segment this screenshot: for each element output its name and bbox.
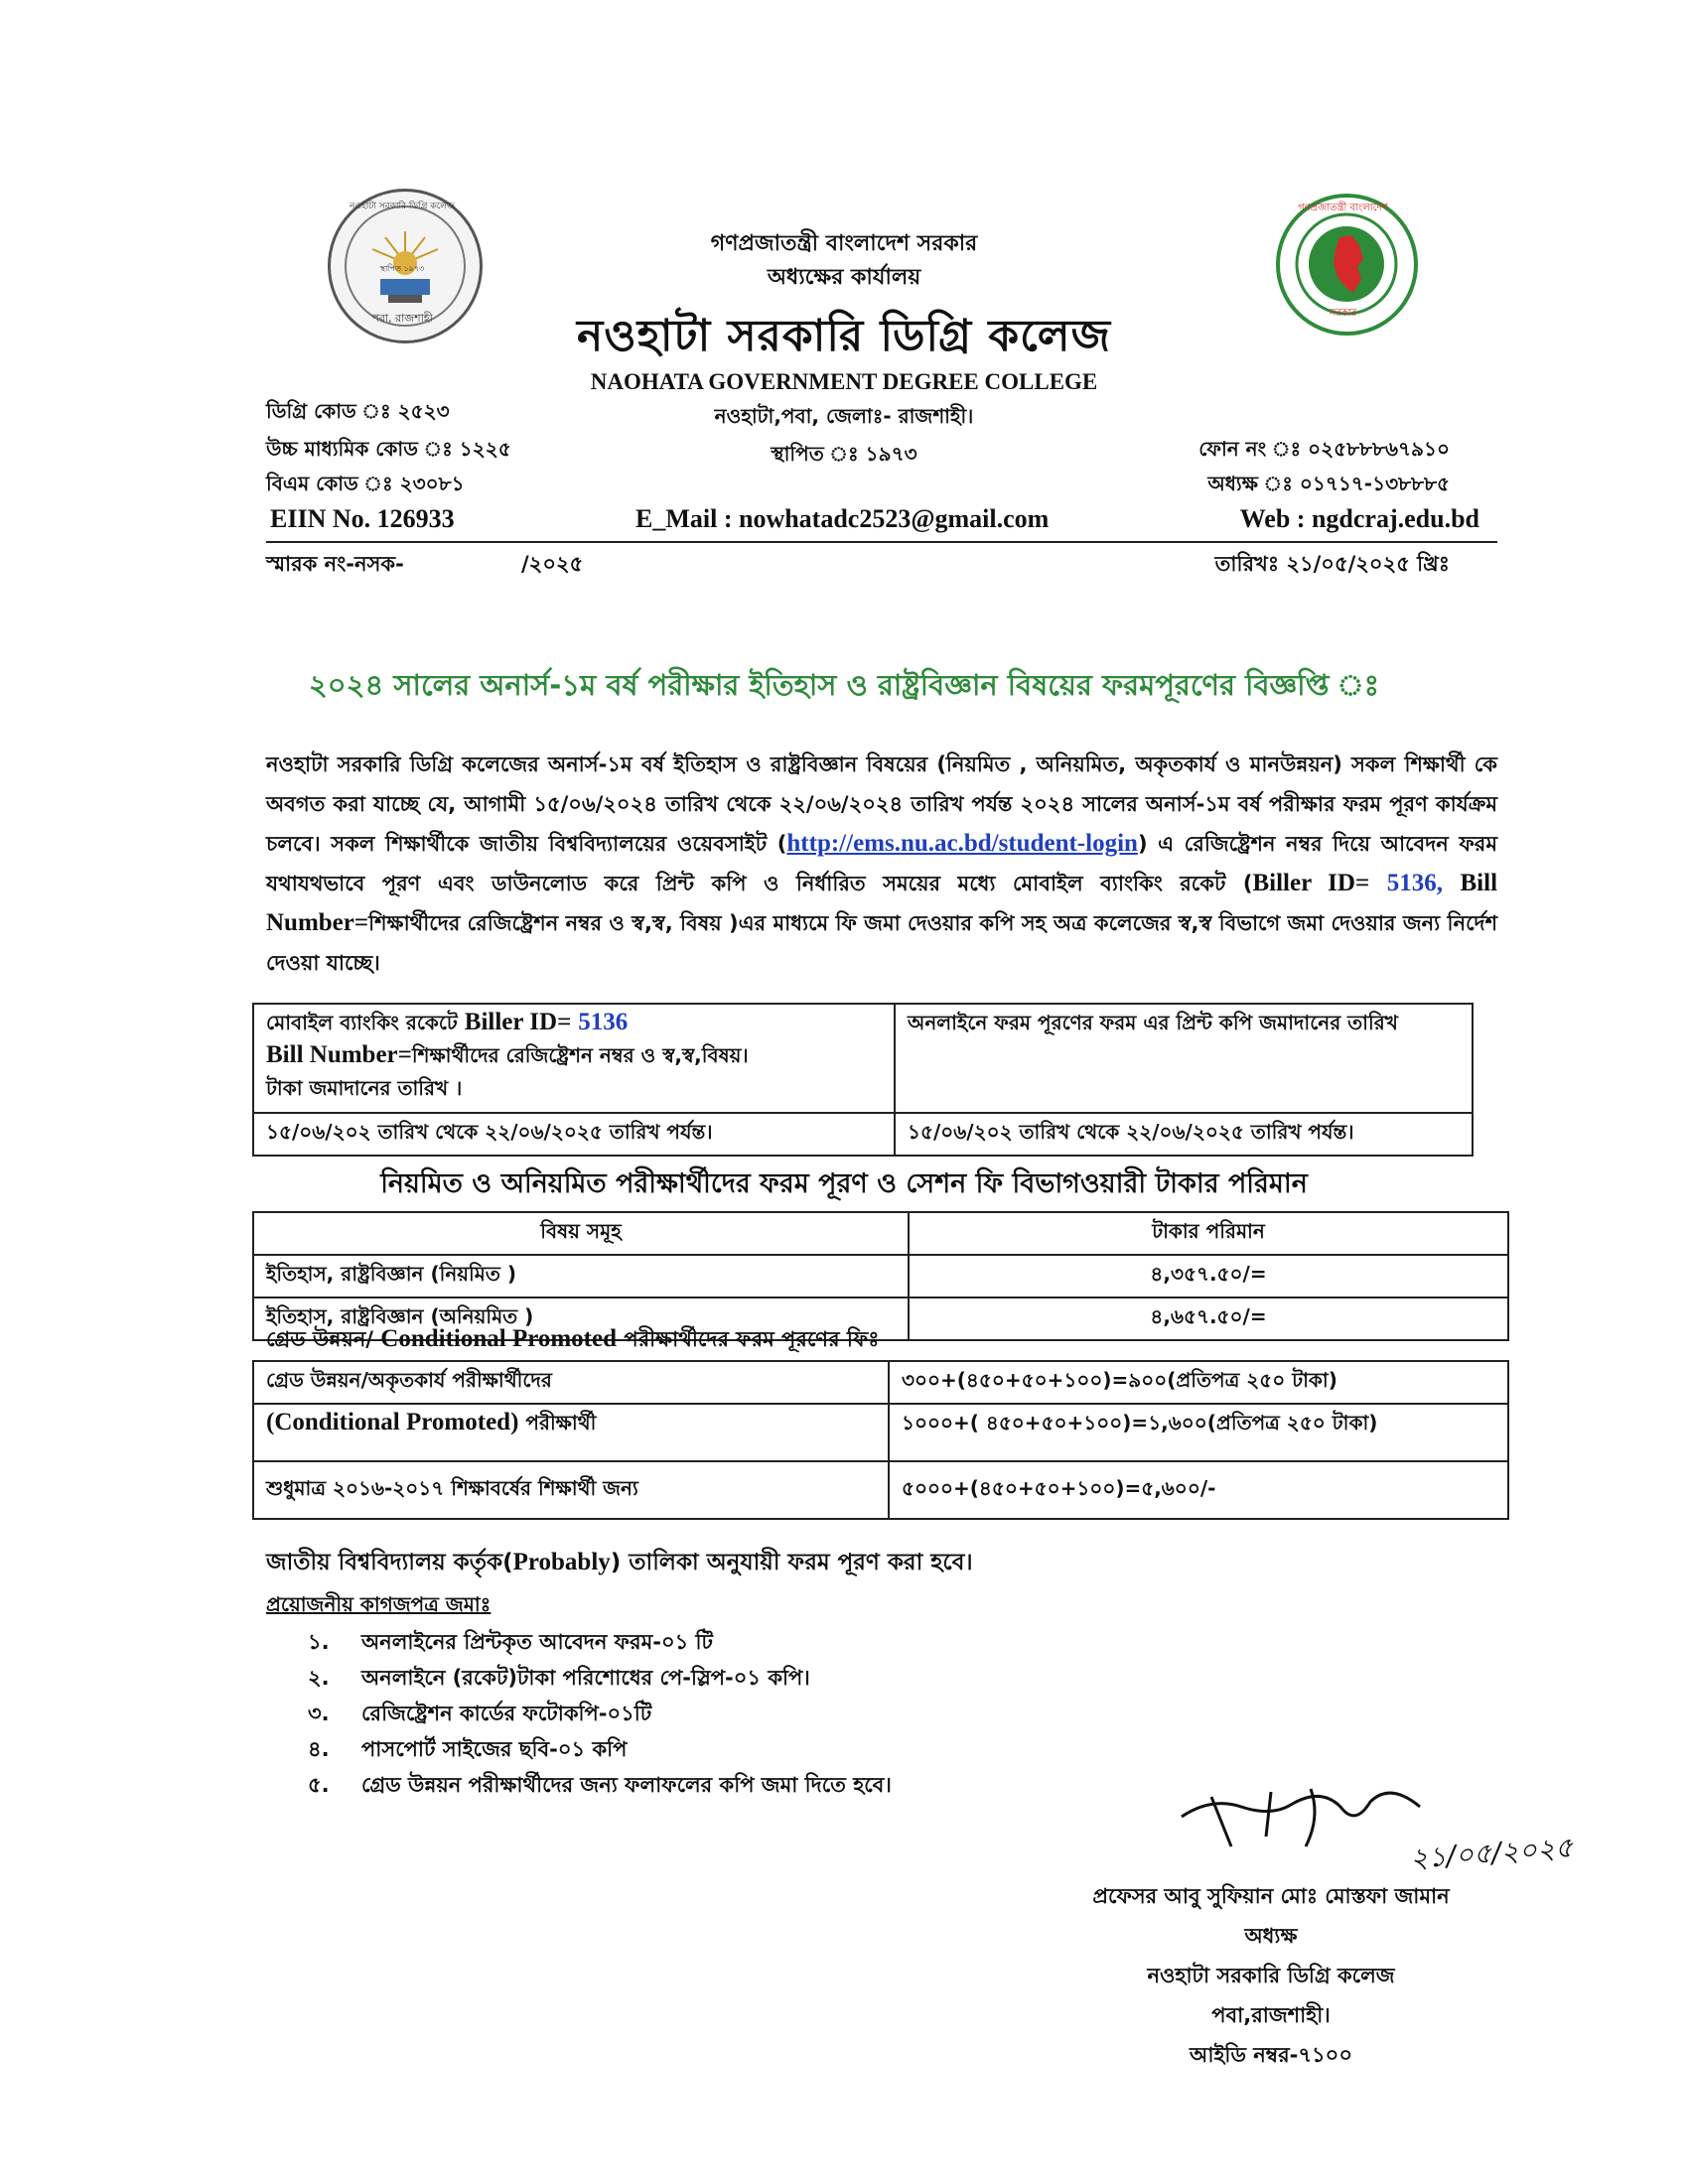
office-name: অধ্যক্ষের কার্যালয় bbox=[767, 265, 921, 290]
table-row bbox=[253, 1255, 1508, 1297]
notice-body-part-3: শিক্ষার্থীদের রেজিষ্ট্রেশন নম্বর ও স্ব,স্ব, বিষয় )এর মাধ্যমে ফি জমা দেওয়ার কপি সহ অত্র কলেজের স্ব,স্ব বিভাগে জমা দেওয়ার জন্য নির্দেশ দেওয়া যাচ্ছে। bbox=[266, 911, 1497, 975]
list-item-text: অনলাইনে (রকেট)টাকা পরিশোধের পে-স্লিপ-০১ কপি। bbox=[361, 1666, 810, 1690]
memo-date: তারিখঃ ২১/০৫/২০২৫ খ্রিঃ bbox=[1214, 552, 1450, 576]
fee-header-amount: টাকার পরিমান bbox=[909, 1212, 1508, 1255]
grade-fee-table bbox=[252, 1360, 1509, 1520]
principal-phone: অধ্যক্ষ ঃ ০১৭১৭-১৩৮৮৮৫ bbox=[1207, 472, 1450, 495]
conditional-label-bn: পরীক্ষার্থী bbox=[525, 1411, 597, 1434]
notice-body bbox=[266, 745, 1497, 983]
table-header-row bbox=[253, 1212, 1508, 1255]
grade-title-bn-2: পরীক্ষার্থীদের ফরম পূরণের ফিঃ bbox=[624, 1327, 880, 1351]
grade-amount: ৩০০+(৪৫০+৫০+১০০)=৯০০(প্রতিপত্র ২৫০ টাকা) bbox=[889, 1361, 1508, 1404]
print-copy-header-cell: অনলাইনে ফরম পূরণের ফরম এর প্রিন্ট কপি জমাদানের তারিখ bbox=[895, 1004, 1473, 1113]
table-row bbox=[253, 1113, 1473, 1156]
biller-id-value: 5136, bbox=[1386, 870, 1443, 896]
list-item bbox=[308, 1767, 892, 1803]
signature-block bbox=[993, 1876, 1549, 2075]
probably-text-2: ) তালিকা অনুযায়ী ফরম পূরণ করা হবে। bbox=[610, 1550, 973, 1575]
government-seal-top-text: গণপ্রজাতন্ত্রী বাংলাদেশ bbox=[1298, 203, 1388, 213]
list-item-text: অনলাইনের প্রিন্টকৃত আবেদন ফরম-০১ টি bbox=[361, 1630, 713, 1654]
grade-label: গ্রেড উন্নয়ন/অকৃতকার্য পরীক্ষার্থীদের bbox=[253, 1361, 889, 1404]
fee-section-title: নিয়মিত ও অনিয়মিত পরীক্ষার্থীদের ফরম পূরণ ও সেশন ফি বিভাগওয়ারী টাকার পরিমান bbox=[380, 1168, 1308, 1199]
established-year: স্থাপিত ঃ ১৯৭৩ bbox=[771, 442, 917, 466]
session-amount: ৫০০০+(৪৫০+৫০+১০০)=৫,৬০০/- bbox=[889, 1461, 1508, 1519]
grade-title-bn: গ্রেড উন্নয়ন/ bbox=[266, 1327, 373, 1351]
list-item bbox=[308, 1696, 892, 1731]
session-label: শুধুমাত্র ২০১৬-২০১৭ শিক্ষাবর্ষের শিক্ষার্থী জন্য bbox=[253, 1461, 889, 1519]
list-item-number: ২. bbox=[308, 1666, 330, 1690]
handwritten-signature bbox=[1172, 1777, 1450, 1866]
fee-header-subject: বিষয় সমূহ bbox=[253, 1212, 909, 1255]
website[interactable]: Web : ngdcraj.edu.bd bbox=[1239, 504, 1479, 533]
nu-login-link[interactable]: http://ems.nu.ac.bd/student-login bbox=[786, 830, 1138, 857]
rocket-bill-text: শিক্ষার্থীদের রেজিষ্ট্রেশন নম্বর ও স্ব,স্ব,বিষয়। bbox=[411, 1043, 749, 1067]
payment-date-caption: টাকা জমাদানের তারিখ । bbox=[266, 1076, 463, 1100]
header-divider bbox=[266, 541, 1497, 543]
biller-id-label: Biller ID= bbox=[1252, 870, 1370, 896]
rocket-bill-label: Bill Number= bbox=[266, 1041, 412, 1068]
college-logo-bottom-text: পবা, রাজশাহী bbox=[371, 312, 433, 325]
probably-text-en: Probably bbox=[512, 1549, 611, 1575]
grade-section-title bbox=[266, 1323, 879, 1358]
table-row bbox=[253, 1404, 1508, 1461]
government-name: গণপ্রজাতন্ত্রী বাংলাদেশ সরকার bbox=[710, 231, 978, 256]
grade-title-en: Conditional Promoted bbox=[380, 1325, 618, 1352]
signatory-name: প্রফেসর আবু সুফিয়ান মোঃ মোস্তফা জামান bbox=[1092, 1884, 1450, 1908]
table-row bbox=[253, 1461, 1508, 1519]
probably-note bbox=[266, 1544, 973, 1582]
payment-dates-table bbox=[252, 1003, 1474, 1157]
fee-amount: ৪,৬৫৭.৫০/= bbox=[909, 1297, 1508, 1340]
signatory-designation: অধ্যক্ষ bbox=[1244, 1924, 1298, 1948]
college-address: নওহাটা,পবা, জেলাঃ- রাজশাহী। bbox=[714, 404, 974, 428]
list-item bbox=[308, 1731, 892, 1767]
rocket-label: মোবাইল ব্যাংকিং রকেটে bbox=[266, 1011, 458, 1034]
list-item-number: ৩. bbox=[308, 1702, 330, 1725]
list-item-text: গ্রেড উন্নয়ন পরীক্ষার্থীদের জন্য ফলাফলের কপি জমা দিতে হবে। bbox=[361, 1773, 892, 1797]
requirements-title: প্রয়োজনীয় কাগজপত্র জমাঃ bbox=[266, 1592, 492, 1616]
government-seal-bottom-text: সরকার bbox=[1329, 308, 1357, 319]
probably-text-1: জাতীয় বিশ্ববিদ্যালয় কর্তৃক( bbox=[266, 1550, 513, 1575]
bill-number-label: Bill Number= bbox=[266, 870, 1498, 936]
fee-amount: ৪,৩৫৭.৫০/= bbox=[909, 1255, 1508, 1297]
college-logo-year: স্থাপিত ১৯৭৩ bbox=[379, 264, 425, 273]
conditional-label bbox=[253, 1404, 889, 1461]
requirements-list bbox=[308, 1624, 892, 1803]
phone-number: ফোন নং ঃ ০২৫৮৮৮৬৭৯১০ bbox=[1198, 437, 1450, 461]
handwritten-date: ২১/০৫/২০২৫ bbox=[1408, 1831, 1575, 1875]
bm-code: বিএম কোড ঃ ২৩০৮১ bbox=[266, 472, 465, 495]
signatory-location: পবা,রাজশাহী। bbox=[1211, 2003, 1331, 2027]
list-item bbox=[308, 1624, 892, 1660]
notice-body-part-2: ) এ রেজিষ্ট্রেশন নম্বর দিয়ে আবেদন ফরম যথাযথভাবে পূরণ এবং ডাউনলোড করে প্রিন্ট কপি ও নির্ধারিত সময়ের মধ্যে মোবাইল ব্যাংকিং রকেট ( bbox=[266, 832, 1497, 895]
degree-code: ডিগ্রি কোড ঃ ২৫২৩ bbox=[266, 399, 450, 423]
email-address[interactable]: E_Mail : nowhatadc2523@gmail.com bbox=[635, 504, 1050, 533]
conditional-amount: ১০০০+( ৪৫০+৫০+১০০)=১,৬০০(প্রতিপত্র ২৫০ টাকা) bbox=[889, 1404, 1508, 1461]
rocket-biller-label: Biller ID= bbox=[464, 1009, 572, 1035]
signatory-id: আইডি নম্বর-৭১০০ bbox=[1190, 2043, 1352, 2067]
list-item bbox=[308, 1660, 892, 1696]
hsc-code: উচ্চ মাধ্যমিক কোড ঃ ১২২৫ bbox=[266, 437, 511, 461]
list-item-number: ১. bbox=[308, 1630, 330, 1654]
payment-date-range: ১৫/০৬/২০২ তারিখ থেকে ২২/০৬/২০২৫ তারিখ পর্যন্ত। bbox=[253, 1113, 895, 1156]
memo-ref: স্মারক নং-নসক- bbox=[266, 552, 404, 576]
notice-body-part-1: নওহাটা সরকারি ডিগ্রি কলেজের অনার্স-১ম বর্ষ ইতিহাস ও রাষ্ট্রবিজ্ঞান বিষয়ের (নিয়মিত , অনিয়মিত, অকৃতকার্য ও মানউন্নয়ন) সকল শিক্ষার্থী কে অবগত করা যাচ্ছে যে, আগামী ১৫/০৬/২০২৪ তারিখ থেকে ২২/০৬/২০২৪ তারিখ পর্যন্ত ২০২৪ সালের অনার্স-১ম বর্ষ পরীক্ষার ফরম পূরণ কার্যক্রম চলবে। সকল শিক্ষার্থীকে জাতীয় বিশ্ববিদ্যালয়ের ওয়েবসাইট ( bbox=[266, 752, 1497, 856]
notice-title: ২০২৪ সালের অনার্স-১ম বর্ষ পরীক্ষার ইতিহাস ও রাষ্ট্রবিজ্ঞান বিষয়ের ফরমপূরণের বিজ্ঞপ্তি ঃ bbox=[308, 668, 1380, 702]
eiin-number: EIIN No. 126933 bbox=[270, 504, 455, 533]
fee-subject: ইতিহাস, রাষ্ট্রবিজ্ঞান (নিয়মিত ) bbox=[253, 1255, 909, 1297]
list-item-text: পাসপোর্ট সাইজের ছবি-০১ কপি bbox=[361, 1737, 628, 1761]
print-copy-date-range: ১৫/০৬/২০২ তারিখ থেকে ২২/০৬/২০২৫ তারিখ পর্যন্ত। bbox=[895, 1113, 1473, 1156]
fee-subject: ইতিহাস, রাষ্ট্রবিজ্ঞান (অনিয়মিত ) bbox=[253, 1297, 909, 1340]
table-row bbox=[253, 1361, 1508, 1404]
college-name-en: NAOHATA GOVERNMENT DEGREE COLLEGE bbox=[590, 369, 1098, 394]
signatory-college: নওহাটা সরকারি ডিগ্রি কলেজ bbox=[1147, 1964, 1395, 1987]
college-name-bn: নওহাটা সরকারি ডিগ্রি কলেজ bbox=[577, 311, 1111, 361]
list-item-number: ৪. bbox=[308, 1737, 330, 1761]
table-row bbox=[253, 1004, 1473, 1113]
list-item-text: রেজিষ্ট্রেশন কার্ডের ফটোকপি-০১টি bbox=[361, 1702, 652, 1725]
rocket-payment-cell bbox=[253, 1004, 895, 1113]
conditional-label-en: (Conditional Promoted) bbox=[266, 1409, 519, 1435]
rocket-biller-id: 5136 bbox=[578, 1009, 629, 1035]
fee-table bbox=[252, 1211, 1509, 1341]
college-logo-top-text: নওহাটা সরকারি ডিগ্রি কলেজ bbox=[350, 202, 455, 211]
memo-ref-year: /২০২৫ bbox=[521, 552, 584, 576]
list-item-number: ৫. bbox=[308, 1773, 330, 1797]
